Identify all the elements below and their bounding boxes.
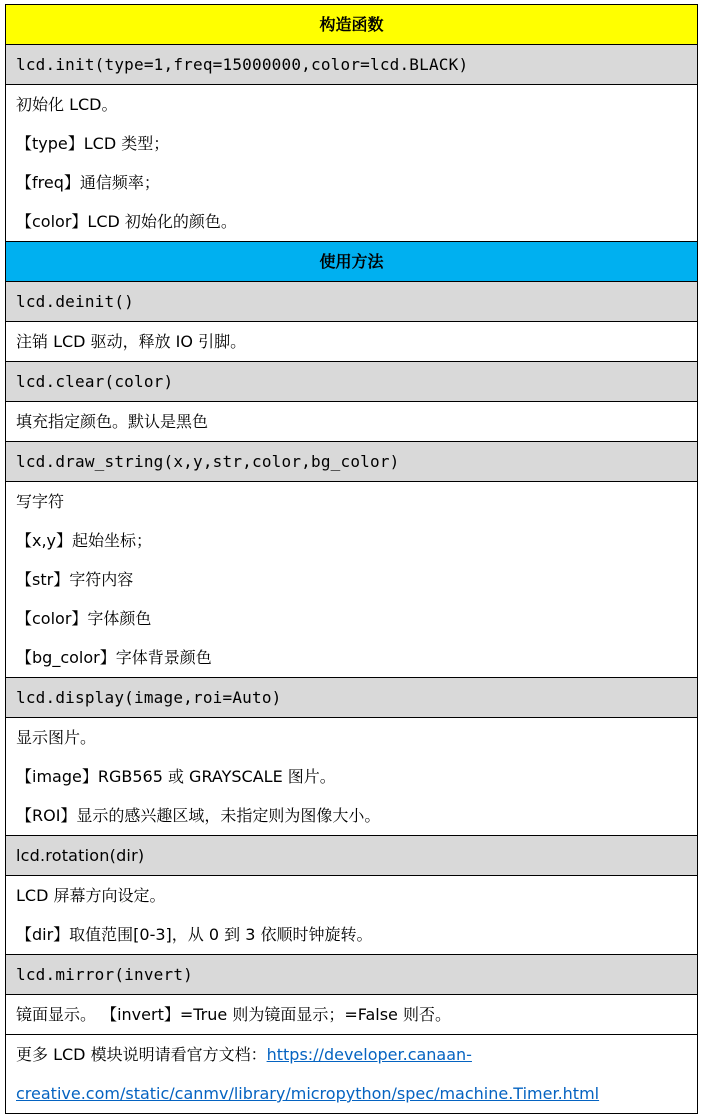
method-description-row: [6, 876, 698, 955]
rotation-signature: lcd.rotation(dir): [6, 836, 698, 876]
param-roi: 【ROI】显示的感兴趣区域，未指定则为图像大小。: [16, 806, 381, 825]
mirror-description: [6, 995, 698, 1035]
footer-line-2: [16, 1074, 687, 1113]
footer-row: [6, 1035, 698, 1114]
constructor-description: [6, 85, 698, 242]
display-signature: lcd.display(image,roi=Auto): [6, 678, 698, 718]
description-line: 写字符: [16, 492, 65, 511]
usage-header-row: [6, 242, 698, 282]
draw-string-signature: lcd.draw_string(x,y,str,color,bg_color): [6, 442, 698, 482]
constructor-signature-row: [6, 45, 698, 85]
method-description-row: [6, 322, 698, 362]
display-description: [6, 718, 698, 836]
deinit-description: [6, 322, 698, 362]
description-line: 镜面显示。 【invert】=True 则为镜面显示；=False 则否。: [16, 1005, 451, 1024]
method-description-row: [6, 995, 698, 1035]
docs-link-part-2[interactable]: creative.com/static/canmv/library/micropython/spec/machine.Timer.html: [16, 1084, 600, 1103]
param-freq: 【freq】通信频率；: [16, 173, 160, 192]
lcd-api-table: [5, 4, 698, 1114]
constructor-header: 构造函数: [6, 5, 698, 45]
description-line: 注销 LCD 驱动，释放 IO 引脚。: [16, 332, 247, 351]
footer-cell: [6, 1035, 698, 1114]
method-signature-row: [6, 836, 698, 876]
rotation-description: [6, 876, 698, 955]
param-xy: 【x,y】起始坐标；: [16, 531, 153, 550]
param-dir: 【dir】取值范围[0-3]，从 0 到 3 依顺时钟旋转。: [16, 925, 373, 944]
description-line: LCD 屏幕方向设定。: [16, 886, 166, 905]
deinit-signature: lcd.deinit(): [6, 282, 698, 322]
param-type: 【type】LCD 类型；: [16, 134, 170, 153]
param-bg-color: 【bg_color】字体背景颜色: [16, 648, 212, 667]
description-line: 显示图片。: [16, 728, 97, 747]
method-signature-row: [6, 362, 698, 402]
footer-line-1: [16, 1035, 687, 1074]
method-signature-row: [6, 955, 698, 995]
footer-text: 更多 LCD 模块说明请看官方文档：: [16, 1045, 267, 1064]
param-image: 【image】RGB565 或 GRAYSCALE 图片。: [16, 767, 336, 786]
description-line: 初始化 LCD。: [16, 95, 118, 114]
clear-description: [6, 402, 698, 442]
description-line: 填充指定颜色。默认是黑色: [16, 412, 209, 431]
param-color: 【color】字体颜色: [16, 609, 152, 628]
constructor-description-row: [6, 85, 698, 242]
method-description-row: [6, 718, 698, 836]
param-color: 【color】LCD 初始化的颜色。: [16, 212, 237, 231]
method-signature-row: [6, 678, 698, 718]
mirror-signature: lcd.mirror(invert): [6, 955, 698, 995]
usage-header: 使用方法: [6, 242, 698, 282]
method-description-row: [6, 482, 698, 678]
param-str: 【str】字符内容: [16, 570, 134, 589]
draw-string-description: [6, 482, 698, 678]
method-signature-row: [6, 442, 698, 482]
method-signature-row: [6, 282, 698, 322]
docs-link-part-1[interactable]: https://developer.canaan-: [266, 1045, 472, 1064]
constructor-signature: lcd.init(type=1,freq=15000000,color=lcd.BLACK): [6, 45, 698, 85]
constructor-header-row: [6, 5, 698, 45]
clear-signature: lcd.clear(color): [6, 362, 698, 402]
method-description-row: [6, 402, 698, 442]
